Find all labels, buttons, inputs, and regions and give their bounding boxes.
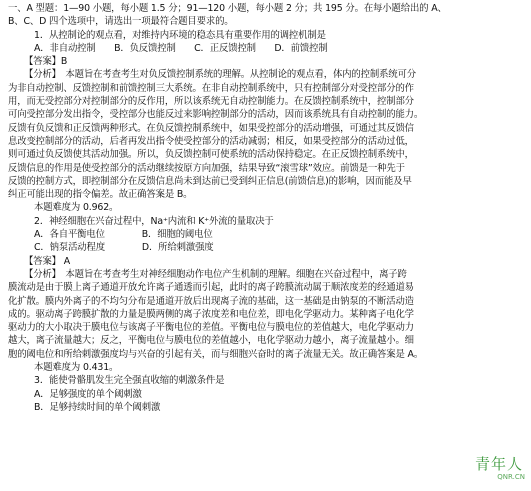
q1-analysis-line: 纠正可能出现的指令偏差。故正确答案是 B。 — [8, 189, 193, 201]
q1-analysis-line: 反馈有负反馈和正反馈两种形式。在负反馈控制系统中，如果受控部分的活动增强，可通过其反馈信 — [8, 122, 414, 134]
section-intro: 一、A 型题：1—90 小题，每小题 1.5 分；91—120 小题，每小题 2 分；共 195 分。在每小题给出的 A、 — [8, 3, 447, 14]
q2-analysis-line: 驱动力的大小取决于膜电位与该离子平衡电位的差值。平衡电位与膜电位的差值越大，电化学驱动力 — [8, 322, 414, 334]
q1-analysis-line: 【分析】 本题旨在考查考生对负反馈控制系统的理解。从控制论的观点看，体内的控制系统可分 — [24, 69, 416, 81]
question-1-options: A．非自动控制 B．负反馈控制 C．正反馈控制 D．前馈控制 — [34, 42, 328, 54]
watermark-site: QNR.CN — [497, 473, 525, 481]
q1-analysis-line: 为非自动控制、反馈控制和前馈控制三大系统。在非自动控制系统中，只有控制部分对受控部分的作 — [8, 82, 414, 94]
question-3-stem: 3．能使骨骼肌发生完全强直收缩的刺激条件是 — [34, 375, 225, 387]
q1-analysis-line: 则可通过负反馈使其活动加强。所以，负反馈控制可使系统的活动保持稳定。在正反馈控制系统中， — [8, 149, 414, 161]
q1-analysis-line: 息改变控制部分的活动，后者再发出指令使受控部分的活动减弱；相反，如果受控部分的活动过低， — [8, 135, 414, 147]
q2-analysis-line: 越大，离子流量越大；反之，平衡电位与膜电位的差值越小，电化学驱动力越小，离子流量越小。细 — [8, 335, 414, 347]
watermark-logo: 青年人 — [475, 455, 524, 473]
question-2-stem: 2．神经细胞在兴奋过程中，Na⁺内流和 K⁺外流的量取决于 — [34, 215, 274, 227]
question-2-options-row: A．各自平衡电位 B．细胞的阈电位 — [34, 229, 213, 241]
question-1-difficulty: 本题难度为 0.962。 — [34, 202, 119, 214]
q2-analysis-line: 【分析】 本题旨在考查考生对神经细胞动作电位产生机制的理解。细胞在兴奋过程中，离子跨 — [24, 268, 407, 280]
section-intro-line2: B、C、D 四个选项中，请选出一项最符合题目要求的。 — [8, 16, 234, 28]
q2-analysis-line: 化扩散。膜内外离子的不均匀分布是通道开放后出现离子流的基础，这一基础是由钠泵的不断活动造 — [8, 295, 414, 307]
question-1-stem: 1．从控制论的观点看，对维持内环境的稳态具有重要作用的调控机制是 — [34, 29, 326, 41]
question-2-answer: 【答案】 A — [24, 255, 70, 267]
q2-analysis-line: 成的。驱动离子跨膜扩散的力量是膜两侧的离子浓度差和电位差，即电化学驱动力。某种离子电化学 — [8, 308, 414, 320]
question-2-options-row: C．钠泵活动程度 D．所给刺激强度 — [34, 242, 214, 254]
question-2-difficulty: 本题难度为 0.431。 — [34, 362, 119, 374]
q1-analysis-line: 反馈的控制方式，即控制部分在反馈信息尚未到达前已受到纠正信息(前馈信息)的影响，因而能及早 — [8, 175, 412, 187]
q2-analysis-line: 胞的阈电位和所给刺激强度均与兴奋的引起有关，而与细胞兴奋时的离子流量无关。故正确答案是 A。 — [8, 348, 423, 360]
question-3-option: A．足够强度的单个阈刺激 — [34, 388, 142, 400]
question-3-option: B．足够持续时间的单个阈刺激 — [34, 401, 161, 413]
q1-analysis-line: 可向受控部分发出指令，受控部分也能反过来影响控制部分的活动，因而该系统具有自动控制的能力。 — [8, 109, 424, 121]
site-watermark — [475, 455, 525, 487]
q1-analysis-line: 反馈信息的作用是使受控部分的活动继续按原方向加强，结果导致“滚雪球”效应。前馈是一种先于 — [8, 162, 405, 174]
q1-analysis-line: 用，而无受控部分对控制部分的反作用，所以该系统无自动控制能力。在反馈控制系统中，控制部分 — [8, 96, 414, 108]
question-1-answer: 【答案】B — [24, 56, 68, 68]
q2-analysis-line: 膜流动是由于膜上离子通道开放允许离子通透而引起，此时的离子跨膜流动属于顺浓度差的经通道易 — [8, 282, 414, 294]
